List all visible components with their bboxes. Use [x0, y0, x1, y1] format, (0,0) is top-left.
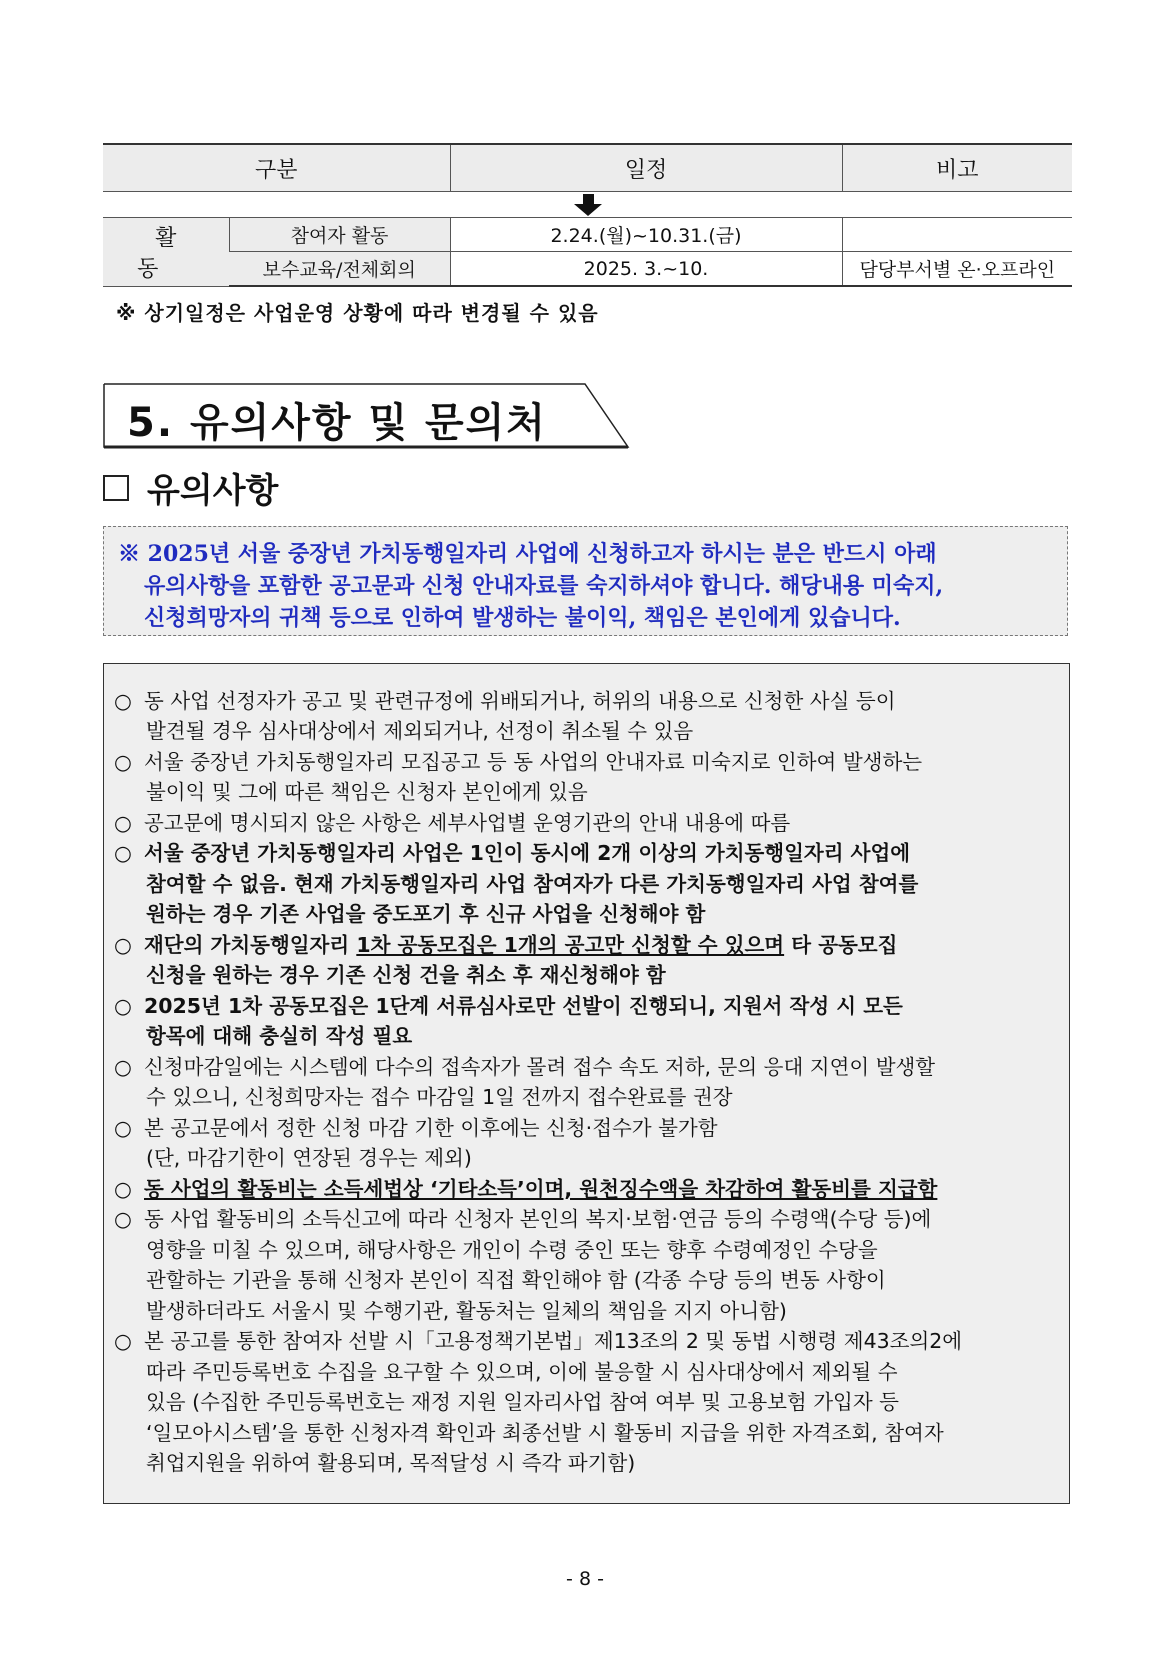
notice-box — [103, 526, 1068, 636]
row-note — [842, 218, 1072, 252]
schedule-table — [103, 143, 1072, 287]
list-item-continuation: 항목에 대해 충실히 작성 필요 — [146, 1024, 413, 1048]
schedule-note: ※ 상기일정은 사업운영 상황에 따라 변경될 수 있음 — [116, 301, 599, 325]
row-date: 2025. 3.~10. — [450, 252, 842, 287]
list-item-continuation: 원하는 경우 기존 사업을 중도포기 후 신규 사업을 신청해야 함 — [146, 902, 706, 926]
list-item-continuation: (단, 마감기한이 연장된 경우는 제외) — [146, 1146, 472, 1170]
header-category: 구분 — [103, 144, 450, 192]
list-item-continuation: 따라 주민등록번호 수집을 요구할 수 있으며, 이에 불응할 시 심사대상에서 제외될 수 — [146, 1360, 898, 1384]
list-item: ○ 동 사업 활동비의 소득신고에 따라 신청자 본인의 복지·보험·연금 등의 수령액(수당 등)에 — [114, 1207, 932, 1231]
list-item: ○ 재단의 가치동행일자리 1차 공동모집은 1개의 공고만 신청할 수 있으며 타 공동모집 — [114, 933, 898, 957]
list-item: ○ 본 공고문에서 정한 신청 마감 기한 이후에는 신청·접수가 불가함 — [114, 1116, 718, 1140]
row-note: 담당부서별 온·오프라인 — [842, 252, 1072, 287]
page-number: - 8 - — [566, 1568, 604, 1590]
list-item-continuation: 참여할 수 없음. 현재 가치동행일자리 사업 참여자가 다른 가치동행일자리 사업 참여를 — [146, 872, 919, 896]
list-item-continuation: 신청을 원하는 경우 기존 신청 건을 취소 후 재신청해야 함 — [146, 963, 666, 987]
caution-list — [103, 663, 1070, 1504]
list-item-continuation: 영향을 미칠 수 있으며, 해당사항은 개인이 수령 중인 또는 향후 수령예정인 수당을 — [146, 1238, 878, 1262]
list-item: ○ 서울 중장년 가치동행일자리 사업은 1인이 동시에 2개 이상의 가치동행일자리 사업에 — [114, 841, 911, 865]
notice-line: ※ 2025년 서울 중장년 가치동행일자리 사업에 신청하고자 하시는 분은 반드시 아래 — [118, 541, 937, 567]
list-item-continuation: 수 있으니, 신청희망자는 접수 마감일 1일 전까지 접수완료를 권장 — [146, 1085, 733, 1109]
section-title: 5. 유의사항 및 문의처 — [127, 400, 547, 446]
row-label: 보수교육/전체회의 — [229, 252, 450, 287]
activity-category: 활동 — [103, 218, 229, 287]
list-item: ○ 신청마감일에는 시스템에 다수의 접속자가 몰려 접수 속도 저하, 문의 응대 지연이 발생할 — [114, 1055, 936, 1079]
list-item: ○ 동 사업의 활동비는 소득세법상 ‘기타소득’이며, 원천징수액을 차감하여 활동비를 지급함 — [114, 1177, 938, 1201]
list-item-continuation: 취업지원을 위하여 활용되며, 목적달성 시 즉각 파기함) — [146, 1451, 636, 1475]
list-item-continuation: 발생하더라도 서울시 및 수행기관, 활동처는 일체의 책임을 지지 아니함) — [146, 1299, 787, 1323]
notice-line: 신청희망자의 귀책 등으로 인하여 발생하는 불이익, 책임은 본인에게 있습니다. — [144, 605, 901, 631]
header-note: 비고 — [842, 144, 1072, 192]
list-item-continuation: 발견될 경우 심사대상에서 제외되거나, 선정이 취소될 수 있음 — [146, 719, 694, 743]
subheading-text: 유의사항 — [147, 471, 279, 511]
list-item: ○ 공고문에 명시되지 않은 사항은 세부사업별 운영기관의 안내 내용에 따름 — [114, 811, 791, 835]
section-title-box — [103, 383, 623, 449]
list-item-continuation: 불이익 및 그에 따른 책임은 신청자 본인에게 있음 — [146, 780, 588, 804]
list-item-continuation: ‘일모아시스템’을 통한 신청자격 확인과 최종선발 시 활동비 지급을 위한 자격조회, 참여자 — [146, 1421, 944, 1445]
row-label: 참여자 활동 — [229, 218, 450, 252]
row-date: 2.24.(월)~10.31.(금) — [450, 218, 842, 252]
subheading — [103, 463, 278, 512]
list-item-continuation: 있음 (수집한 주민등록번호는 재정 지원 일자리사업 참여 여부 및 고용보험 가입자 등 — [146, 1390, 899, 1414]
checkbox-square-icon — [103, 475, 129, 501]
list-item: ○ 2025년 1차 공동모집은 1단계 서류심사로만 선발이 진행되니, 지원서 작성 시 모든 — [114, 994, 903, 1018]
notice-line: 유의사항을 포함한 공고문과 신청 안내자료를 숙지하셔야 합니다. 해당내용 미숙지, — [144, 573, 944, 599]
list-item: ○ 본 공고를 통한 참여자 선발 시「고용정책기본법」제13조의 2 및 동법 시행령 제43조의2에 — [114, 1329, 963, 1353]
list-item: ○ 동 사업 선정자가 공고 및 관련규정에 위배되거나, 허위의 내용으로 신청한 사실 등이 — [114, 689, 896, 713]
down-arrow-icon — [574, 194, 602, 216]
header-schedule: 일정 — [450, 144, 842, 192]
list-item: ○ 서울 중장년 가치동행일자리 모집공고 등 동 사업의 안내자료 미숙지로 인하여 발생하는 — [114, 750, 923, 774]
list-item-continuation: 관할하는 기관을 통해 신청자 본인이 직접 확인해야 함 (각종 수당 등의 변동 사항이 — [146, 1268, 886, 1292]
